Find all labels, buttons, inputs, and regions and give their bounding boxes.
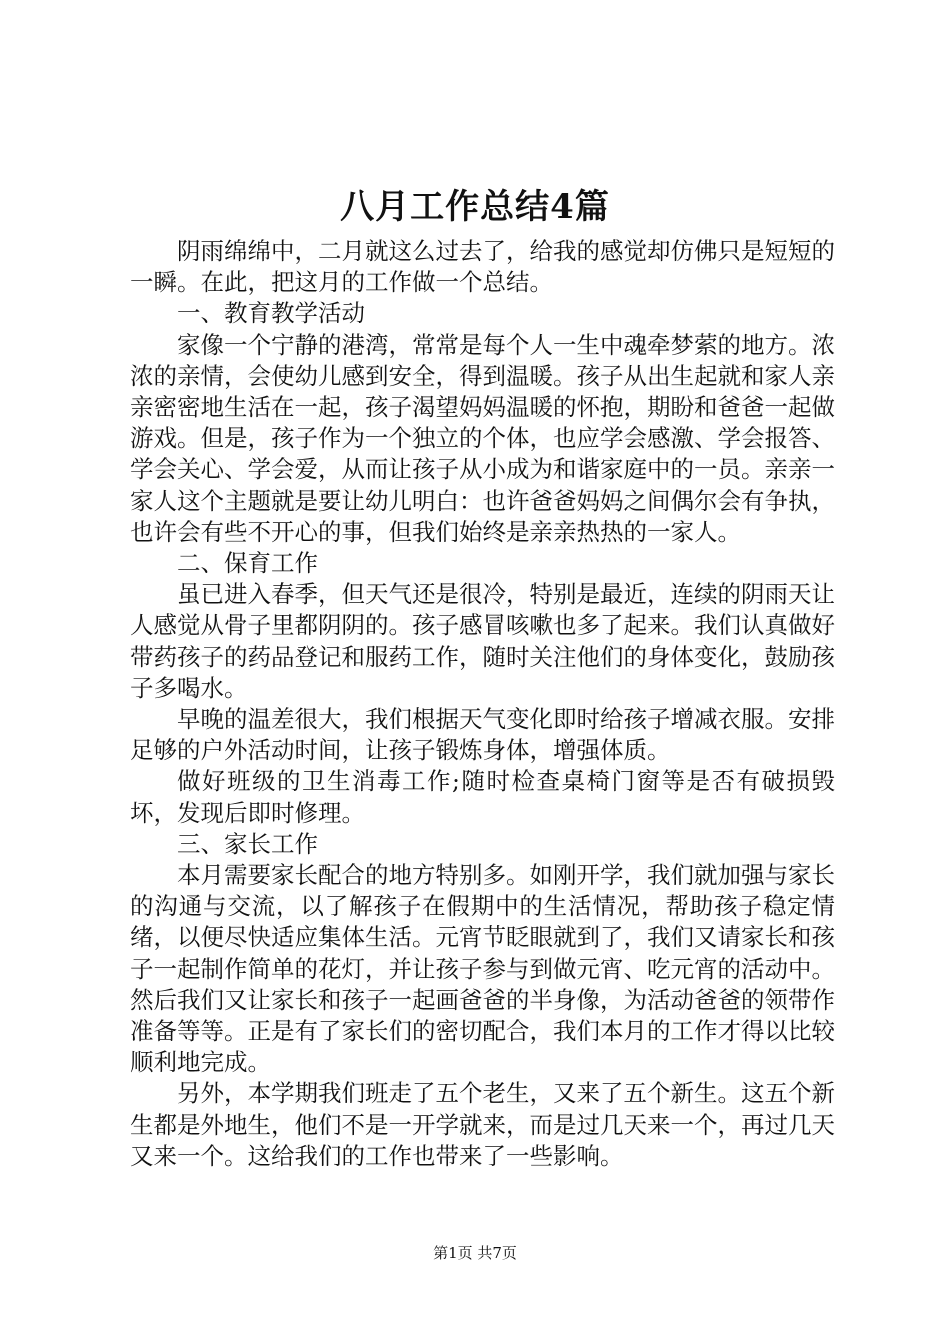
section-heading-parents: 三、家长工作 [177,829,318,858]
section-heading-teaching: 一、教育教学活动 [177,299,365,328]
page-footer: 第1页 共7页 [433,1244,517,1262]
paragraph: 另外，本学期我们班走了五个老生，又来了五个新生。这五个新生都是外地生，他们不是一开学就来，而是过几天来一个，再过几天又来一个。这给我们的工作也带来了一些影响。 [130,1079,835,1170]
paragraph: 早晚的温差很大，我们根据天气变化即时给孩子增减衣服。安排足够的户外活动时间，让孩子锻炼身体，增强体质。 [130,705,835,765]
paragraph: 虽已进入春季，但天气还是很冷，特别是最近，连续的阴雨天让人感觉从骨子里都阴阴的。孩子感冒咳嗽也多了起来。我们认真做好带药孩子的药品登记和服药工作，随时关注他们的身体变化，鼓励孩子多喝水。 [130,580,835,702]
paragraph: 家像一个宁静的港湾，常常是每个人一生中魂牵梦萦的地方。浓浓的亲情，会使幼儿感到安全，得到温暖。孩子从出生起就和家人亲亲密密地生活在一起，孩子渴望妈妈温暖的怀抱，期盼和爸爸一起做游戏。但是，孩子作为一个独立的个体，也应学会感激、学会报答、学会关心、学会爱，从而让孩子从小成为和谐家庭中的一员。亲亲一家人这个主题就是要让幼儿明白：也许爸爸妈妈之间偶尔会有争执，也许会有些不开心的事，但我们始终是亲亲热热的一家人。 [130,330,835,546]
intro-paragraph: 阴雨绵绵中，二月就这么过去了，给我的感觉却仿佛只是短短的一瞬。在此，把这月的工作做一个总结。 [130,237,835,297]
document-title: 八月工作总结4篇 [340,187,610,227]
document-body [130,236,835,1172]
paragraph: 做好班级的卫生消毒工作;随时检查桌椅门窗等是否有破损毁坏，发现后即时修理。 [130,767,835,827]
section-heading-care: 二、保育工作 [177,549,318,578]
paragraph: 本月需要家长配合的地方特别多。如刚开学，我们就加强与家长的沟通与交流，以了解孩子在假期中的生活情况，帮助孩子稳定情绪，以便尽快适应集体生活。元宵节眨眼就到了，我们又请家长和孩子一起制作简单的花灯，并让孩子参与到做元宵、吃元宵的活动中。然后我们又让家长和孩子一起画爸爸的半身像，为活动爸爸的领带作准备等等。正是有了家长们的密切配合，我们本月的工作才得以比较顺利地完成。 [130,861,835,1077]
